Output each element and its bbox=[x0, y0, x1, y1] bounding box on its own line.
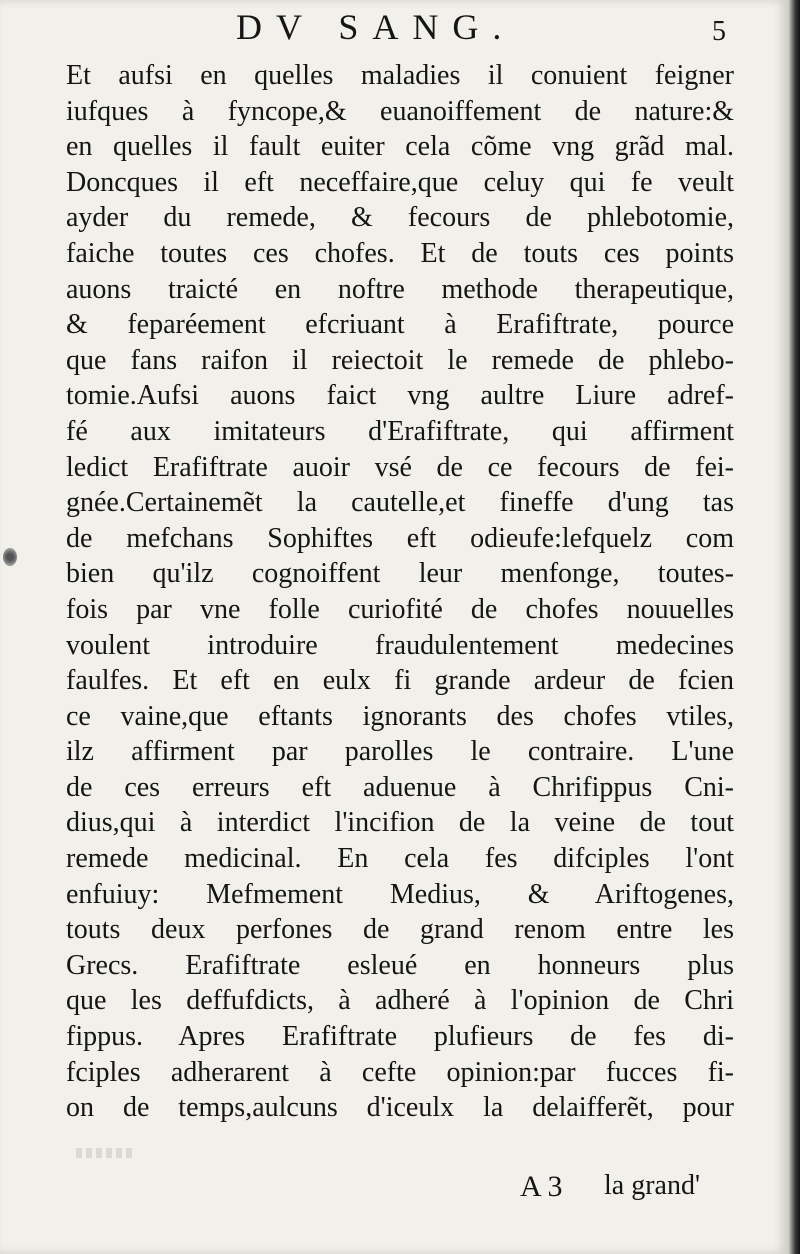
text-line: on de temps,aulcuns d'iceulx la delaifferẽt, pour bbox=[66, 1092, 734, 1124]
text-line: bien qu'ilz cognoiffent leur menfonge, toutes- bbox=[66, 558, 734, 590]
page-footer bbox=[0, 1170, 788, 1210]
text-line: faiche toutes ces chofes. Et de touts ces points bbox=[66, 237, 734, 269]
text-line: faulfes. Et eft en eulx fi grande ardeur de fcien bbox=[66, 665, 734, 697]
text-line: fippus. Apres Erafiftrate plufieurs de fes di- bbox=[66, 1021, 734, 1053]
text-line: iufques à fyncope,& euanoiffement de nature:& bbox=[66, 95, 734, 127]
text-line: & feparéement efcriuant à Erafiftrate, pource bbox=[66, 309, 734, 341]
text-line: auons traicté en noftre methode therapeutique, bbox=[66, 273, 734, 305]
show-through-ink bbox=[76, 1148, 136, 1158]
text-line: fciples adherarent à cefte opinion:par fucces fi- bbox=[66, 1056, 734, 1088]
text-line: de mefchans Sophiftes eft odieufe:lefquelz com bbox=[66, 522, 734, 554]
text-line: tomie.Aufsi auons faict vng aultre Liure adref- bbox=[66, 380, 734, 412]
running-title: DV SANG. bbox=[236, 7, 516, 47]
binding-hole bbox=[3, 548, 17, 566]
text-line: en quelles il fault euiter cela cõme vng grãd mal. bbox=[66, 131, 734, 163]
signature-mark: A 3 bbox=[520, 1170, 563, 1203]
text-line: ayder du remede, & fecours de phlebotomie, bbox=[66, 202, 734, 234]
text-line: Doncques il eft neceffaire,que celuy qui fe veult bbox=[66, 166, 734, 198]
text-line: enfuiuy: Mefmement Medius, & Ariftogenes, bbox=[66, 878, 734, 910]
text-line: fois par vne folle curiofité de chofes nouuelles bbox=[66, 593, 734, 625]
text-line: voulent introduire fraudulentement medecines bbox=[66, 629, 734, 661]
text-line: Grecs. Erafiftrate esleué en honneurs plus bbox=[66, 949, 734, 981]
body-text bbox=[66, 58, 734, 1126]
text-line: gnée.Certainemẽt la cautelle,et fineffe d'ung tas bbox=[66, 487, 734, 519]
text-line: que fans raifon il reiectoit le remede de phlebo- bbox=[66, 344, 734, 376]
text-line: de ces erreurs eft aduenue à Chrifippus Cni- bbox=[66, 771, 734, 803]
text-line: que les deffufdicts, à adheré à l'opinion de Chri bbox=[66, 985, 734, 1017]
text-line: Et aufsi en quelles maladies il conuient feigner bbox=[66, 60, 734, 91]
page-edge-shadow bbox=[788, 0, 800, 1254]
text-line: ilz affirment par parolles le contraire. L'une bbox=[66, 736, 734, 768]
text-line: touts deux perfones de grand renom entre les bbox=[66, 914, 734, 946]
text-line: dius,qui à interdict l'incifion de la veine de tout bbox=[66, 807, 734, 839]
page-header bbox=[0, 6, 788, 46]
text-line: fé aux imitateurs d'Erafiftrate, qui affirment bbox=[66, 415, 734, 447]
text-line: remede medicinal. En cela fes difciples l'ont bbox=[66, 843, 734, 875]
text-line: ledict Erafiftrate auoir vsé de ce fecours de fei- bbox=[66, 451, 734, 483]
text-line: ce vaine,que eftants ignorants des chofes vtiles, bbox=[66, 700, 734, 732]
catchword: la grand' bbox=[604, 1170, 701, 1201]
page-number: 5 bbox=[712, 16, 726, 47]
